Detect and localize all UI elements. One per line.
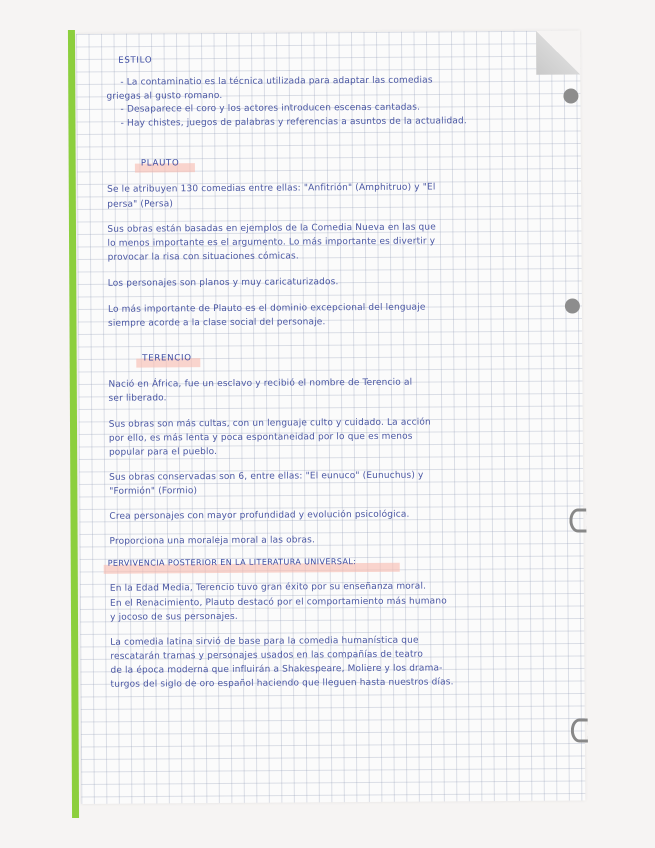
pervivencia-line: y jocoso de sus personajes. [110,611,238,623]
binder-hole-icon [565,298,580,313]
plauto-line: Los personajes son planos y muy caricaturizados. [107,277,339,289]
plauto-line: siempre acorde a la clase social del personaje. [107,317,326,329]
terencio-line: Sus obras conservadas son 6, entre ellas: "El eunuco" (Eunuchus) y [109,470,424,483]
terencio-line: "Formión" (Formio) [109,486,198,497]
notebook-sheet [76,30,585,803]
binder-ring-icon [571,718,588,742]
estilo-line: - La contaminatio es la técnica utilizada para adaptar las comedias [120,75,433,88]
pervivencia-line: En el Renacimiento, Plauto destacó por el comportamiento más humano [109,596,447,609]
pervivencia-line: de la época moderna que influirán a Shakespeare, Moliere y los drama- [110,663,443,676]
plauto-line: Sus obras están basadas en ejemplos de la Comedia Nueva en las que [107,222,436,235]
plauto-line: persa" (Persa) [107,199,174,210]
pervivencia-line: turgos del siglo de oro español haciendo que lleguen hasta nuestros días. [110,677,454,690]
terencio-line: Sus obras son más cultas, con un lenguaje culto y cuidado. La acción [108,417,431,430]
terencio-line: ser liberado. [108,393,167,404]
terencio-line: por ello, es más lenta y poca espontaneidad por lo que es menos [108,431,413,444]
estilo-line: - Hay chistes, juegos de palabras y referencias a asuntos de la actualidad. [120,116,467,129]
terencio-line: Crea personajes con mayor profundidad y evolución psicológica. [109,509,410,522]
terencio-line: Nació en África, fue un esclavo y recibió el nombre de Terencio al [108,377,413,390]
pervivencia-line: En la Edad Media, Terencio tuvo gran éxito por su enseñanza moral. [109,581,427,594]
pervivencia-line: rescatarán tramas y personajes usados en las compañías de teatro [110,649,424,662]
estilo-line: - Desaparece el coro y los actores introducen escenas cantadas. [120,102,421,115]
binder-ring-icon [569,508,586,532]
page-corner-cutout [536,30,580,74]
heading-pervivencia: PERVIVENCIA POSTERIOR EN LA LITERATURA UNIVERSAL: [107,557,357,568]
pervivencia-line: La comedia latina sirvió de base para la comedia humanística que [110,635,419,648]
plauto-line: Se le atribuyen 130 comedias entre ellas: "Anfitrión" (Amphitruo) y "El [107,182,436,195]
terencio-line: Proporciona una moraleja moral a las obras. [109,535,316,547]
binder-hole-icon [563,88,578,103]
plauto-line: provocar la risa con situaciones cómicas. [107,251,299,263]
estilo-line: griegas al gusto romano. [106,90,223,102]
heading-terencio: TERENCIO [142,353,192,364]
plauto-line: Lo más importante de Plauto es el dominio excepcional del lenguaje [107,302,426,315]
plauto-line: lo menos importante es el argumento. Lo más importante es divertir y [107,236,436,249]
heading-estilo: ESTILO [118,55,153,66]
heading-plauto: PLAUTO [140,158,180,169]
terencio-line: popular para el pueblo. [108,447,218,458]
